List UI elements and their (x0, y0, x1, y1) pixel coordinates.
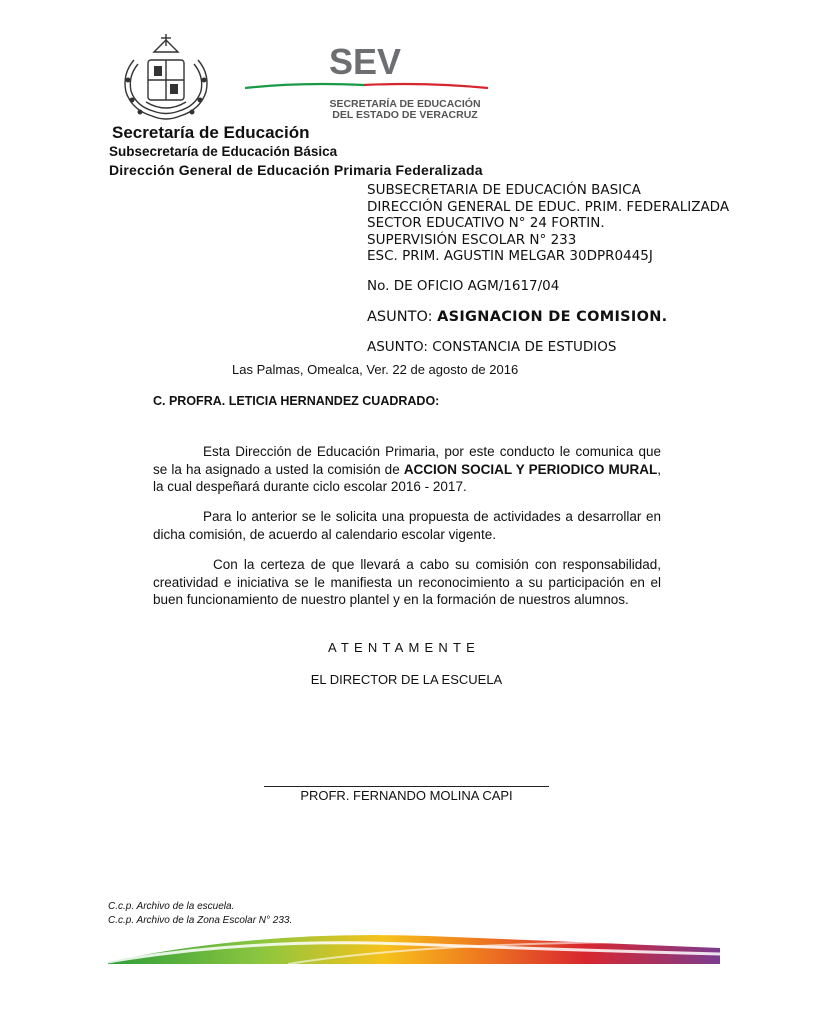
asunto-value: ASIGNACION DE COMISION. (437, 309, 668, 325)
asunto-line (367, 309, 667, 325)
subsecretaria-heading: Subsecretaría de Educación Básica (109, 144, 338, 159)
right-block-line-1: SUBSECRETARIA DE EDUCACIÓN BASICA (367, 182, 641, 198)
commission-name: ACCION SOCIAL Y PERIODICO MURAL (403, 461, 658, 477)
footer-color-band (108, 918, 720, 964)
place-date: Las Palmas, Omealca, Ver. 22 de agosto de 2016 (232, 362, 519, 377)
svg-text:SECRETARÍA DE EDUCACIÓN: SECRETARÍA DE EDUCACIÓN (329, 98, 481, 110)
ccp-line-2: C.c.p. Archivo de la Zona Escolar N° 233. (108, 915, 293, 926)
sev-logo (240, 40, 490, 126)
recipient: C. PROFRA. LETICIA HERNANDEZ CUADRADO: (153, 394, 440, 408)
director-title: EL DIRECTOR DE LA ESCUELA (310, 672, 503, 687)
asunto-label: ASUNTO: (367, 309, 438, 325)
veracruz-seal-icon (116, 30, 216, 126)
body-paragraph-3 (153, 556, 661, 609)
signature-line (264, 786, 549, 787)
p2-text: Para lo anterior se le solicita una propuesta de actividades a desarrollar en dicha comisión, de acuerdo al calendario escolar vigente. (153, 509, 661, 542)
body-paragraph-2 (153, 508, 661, 543)
clipped-asunto-line (367, 336, 667, 355)
right-block-line-3: SECTOR EDUCATIVO N° 24 FORTIN. (367, 215, 605, 231)
body-paragraph-1 (153, 443, 661, 496)
secretaria-heading: Secretaría de Educación (112, 123, 310, 142)
signer-name: PROFR. FERNANDO MOLINA CAPI (300, 788, 513, 803)
ccp-line-1: C.c.p. Archivo de la escuela. (108, 901, 235, 912)
p3-text: Con la certeza de que llevará a cabo su comisión con responsabilidad, creatividad e iniciativa se le manifiesta un reconocimiento a su participación en el buen funcionamiento de nuestro plantel y en la formación de nuestros alumnos. (153, 557, 661, 607)
right-block-line-2: DIRECCIÓN GENERAL DE EDUC. PRIM. FEDERALIZADA (367, 199, 730, 215)
p1-text: Esta Dirección de Educación Primaria, por este conducto le comunica que se la ha asignado a usted la comisión de (153, 444, 661, 477)
direccion-heading: Dirección General de Educación Primaria Federalizada (109, 162, 483, 178)
svg-text:DEL ESTADO DE VERACRUZ: DEL ESTADO DE VERACRUZ (332, 109, 478, 121)
atentamente: ATENTAMENTE (327, 640, 481, 655)
p1-end-text: , la cual despeñará durante ciclo escolar 2016 - 2017. (153, 461, 661, 494)
right-block-line-5: ESC. PRIM. AGUSTIN MELGAR 30DPR0445J (367, 248, 653, 264)
oficio-number: No. DE OFICIO AGM/1617/04 (367, 278, 560, 294)
clipped-asunto-text: ASUNTO: CONSTANCIA DE ESTUDIOS (367, 339, 617, 355)
right-block-line-4: SUPERVISIÓN ESCOLAR N° 233 (367, 232, 577, 248)
svg-text:SEV: SEV (328, 41, 402, 82)
